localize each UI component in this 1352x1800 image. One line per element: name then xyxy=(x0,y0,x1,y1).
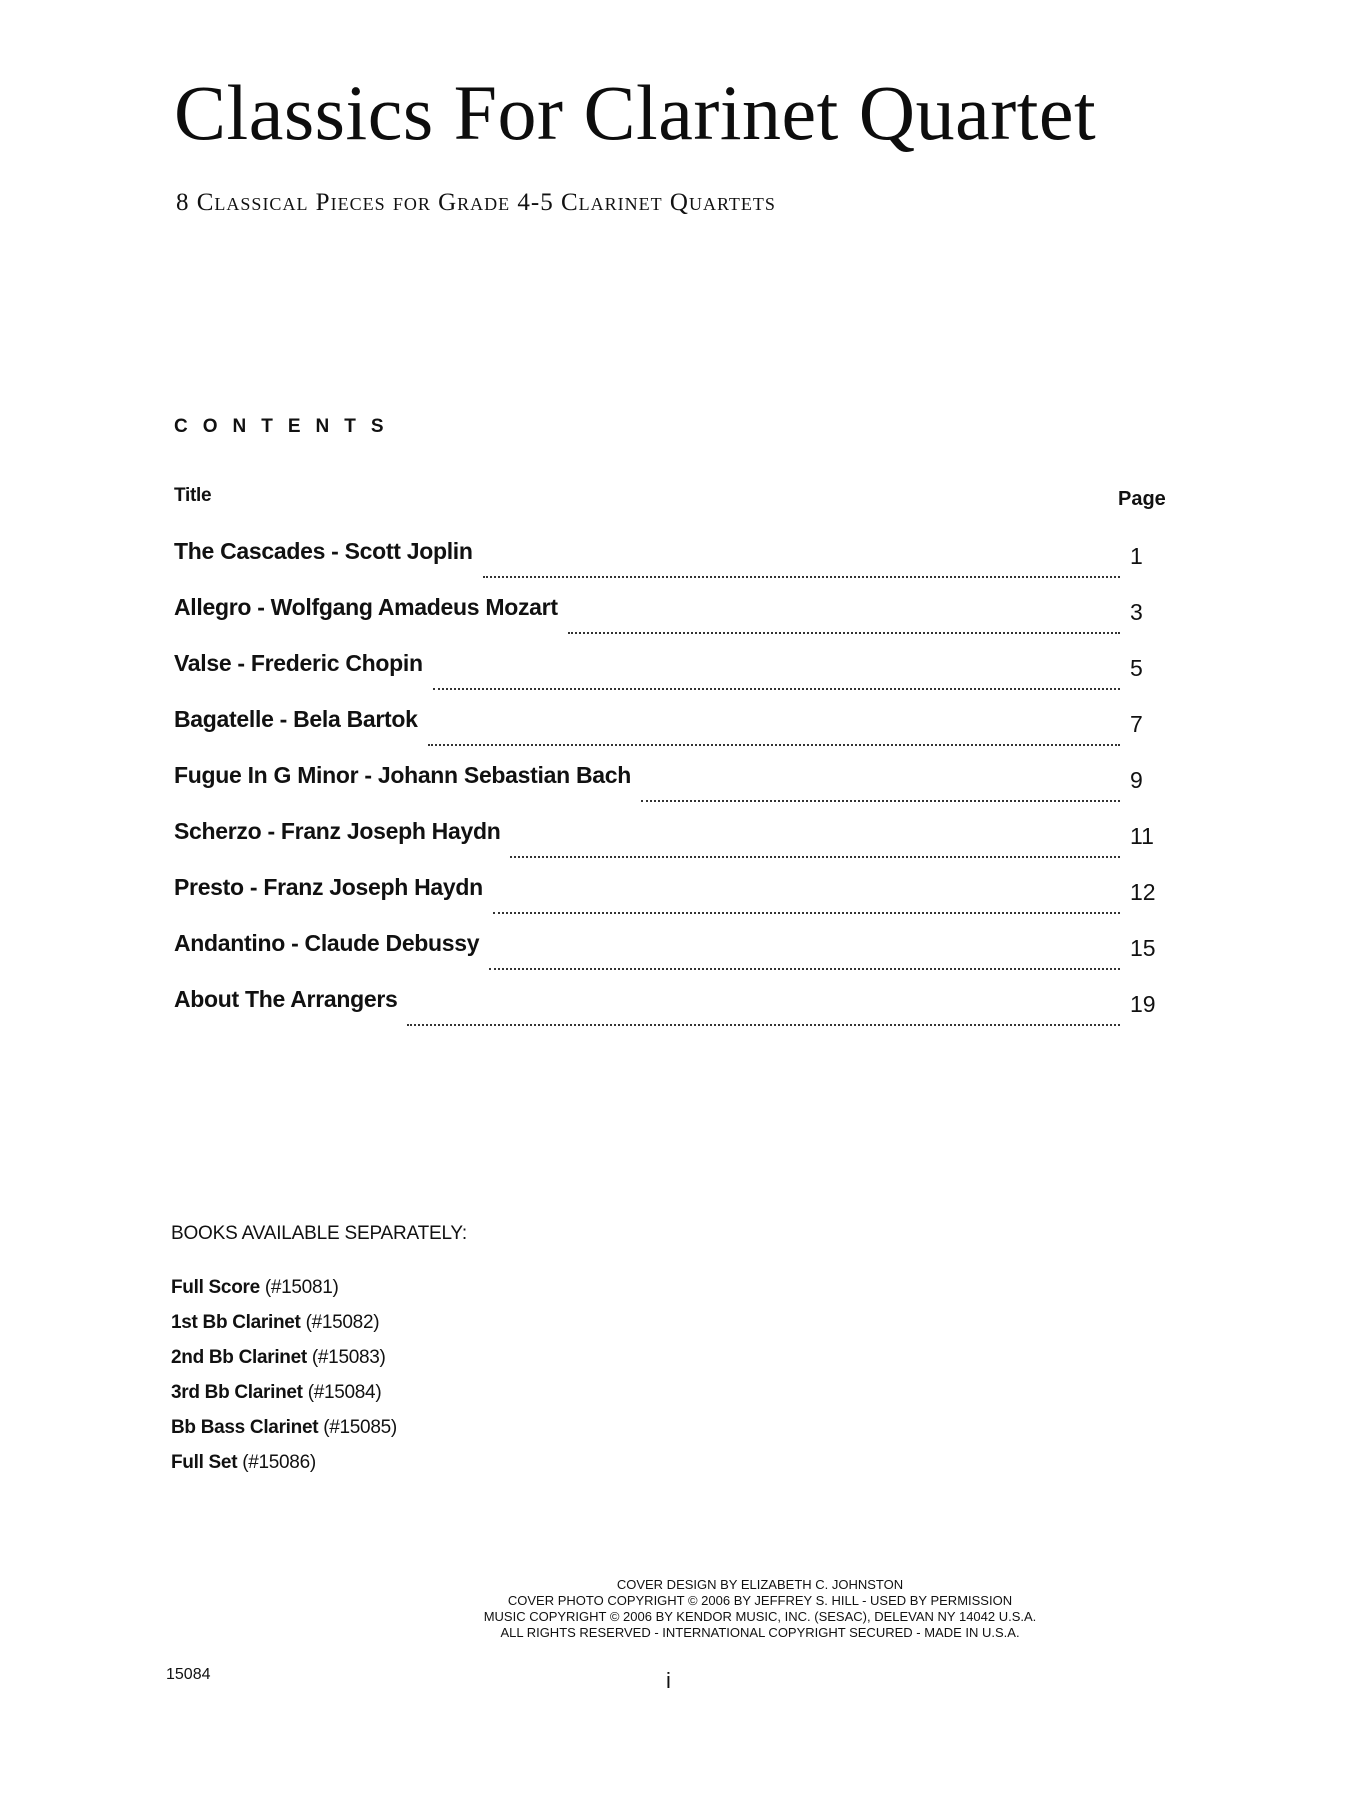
book-name: Full Score xyxy=(171,1277,260,1298)
credit-line: MUSIC COPYRIGHT © 2006 BY KENDOR MUSIC, INC. (SESAC), DELEVAN NY 14042 U.S.A. xyxy=(483,1609,1037,1624)
contents-entry-title: Scherzo - Franz Joseph Haydn xyxy=(174,818,501,844)
contents-entry-title: Fugue In G Minor - Johann Sebastian Bach xyxy=(174,762,631,788)
contents-entry-title: Bagatelle - Bela Bartok xyxy=(174,706,418,732)
dot-leader xyxy=(493,911,1120,914)
contents-entry xyxy=(174,594,1174,650)
book-item xyxy=(171,1418,397,1453)
dot-leader xyxy=(568,631,1120,634)
contents-entry-page: 9 xyxy=(1130,767,1143,793)
contents-entry xyxy=(174,650,1174,706)
book-item xyxy=(171,1453,397,1488)
page-title: Classics For Clarinet Quartet xyxy=(174,69,1097,156)
contents-entry-title: Valse - Frederic Chopin xyxy=(174,650,423,676)
contents-entry-page: 3 xyxy=(1130,599,1143,625)
dot-leader xyxy=(407,1023,1120,1026)
credit-line: ALL RIGHTS RESERVED - INTERNATIONAL COPYRIGHT SECURED - MADE IN U.S.A. xyxy=(500,1625,1020,1640)
book-item xyxy=(171,1278,397,1313)
contents-entry xyxy=(174,818,1174,874)
book-code: (#15083) xyxy=(311,1347,386,1368)
contents-title-column-header: Title xyxy=(174,485,212,506)
contents-entry-title: Allegro - Wolfgang Amadeus Mozart xyxy=(174,594,558,620)
contents-list xyxy=(174,538,1174,1042)
catalog-number: 15084 xyxy=(166,1666,211,1683)
dot-leader xyxy=(510,855,1120,858)
book-item xyxy=(171,1383,397,1418)
book-code: (#15081) xyxy=(264,1277,339,1298)
dot-leader xyxy=(489,967,1120,970)
page-subtitle: 8 Classical Pieces for Grade 4-5 Clarinet Quartets xyxy=(176,189,776,216)
contents-entry xyxy=(174,930,1174,986)
dot-leader xyxy=(433,687,1120,690)
contents-entry xyxy=(174,538,1174,594)
book-name: 1st Bb Clarinet xyxy=(171,1312,301,1333)
contents-entry-page: 5 xyxy=(1130,655,1143,681)
contents-entry xyxy=(174,762,1174,818)
contents-entry xyxy=(174,706,1174,762)
book-code: (#15084) xyxy=(307,1382,382,1403)
dot-leader xyxy=(483,575,1120,578)
book-item xyxy=(171,1348,397,1383)
contents-entry-title: The Cascades - Scott Joplin xyxy=(174,538,473,564)
contents-entry-page: 7 xyxy=(1130,711,1143,737)
contents-entry-page: 11 xyxy=(1130,823,1154,849)
contents-entry-page: 15 xyxy=(1130,935,1156,961)
contents-entry xyxy=(174,986,1174,1042)
dot-leader xyxy=(428,743,1120,746)
book-name: 2nd Bb Clarinet xyxy=(171,1347,307,1368)
contents-entry-title: About The Arrangers xyxy=(174,986,398,1012)
book-code: (#15082) xyxy=(305,1312,380,1333)
contents-entry-page: 1 xyxy=(1130,543,1143,569)
book-name: Bb Bass Clarinet xyxy=(171,1417,319,1438)
book-item xyxy=(171,1313,397,1348)
contents-entry-page: 19 xyxy=(1130,991,1156,1017)
page-number: i xyxy=(666,1668,671,1693)
books-heading: BOOKS AVAILABLE SEPARATELY: xyxy=(171,1223,467,1244)
book-name: Full Set xyxy=(171,1452,238,1473)
contents-heading: CONTENTS xyxy=(174,416,399,437)
credits-block xyxy=(260,1577,1260,1641)
contents-entry xyxy=(174,874,1174,930)
contents-entry-title: Andantino - Claude Debussy xyxy=(174,930,480,956)
books-list xyxy=(171,1278,397,1488)
credit-line: COVER PHOTO COPYRIGHT © 2006 BY JEFFREY S. HILL - USED BY PERMISSION xyxy=(507,1593,1013,1608)
contents-entry-page: 12 xyxy=(1130,879,1156,905)
contents-page-column-header: Page xyxy=(1118,488,1166,510)
contents-entry-title: Presto - Franz Joseph Haydn xyxy=(174,874,483,900)
dot-leader xyxy=(641,799,1120,802)
book-code: (#15085) xyxy=(323,1417,397,1438)
book-code: (#15086) xyxy=(242,1452,316,1473)
book-name: 3rd Bb Clarinet xyxy=(171,1382,303,1403)
credit-line: COVER DESIGN BY ELIZABETH C. JOHNSTON xyxy=(616,1577,904,1592)
